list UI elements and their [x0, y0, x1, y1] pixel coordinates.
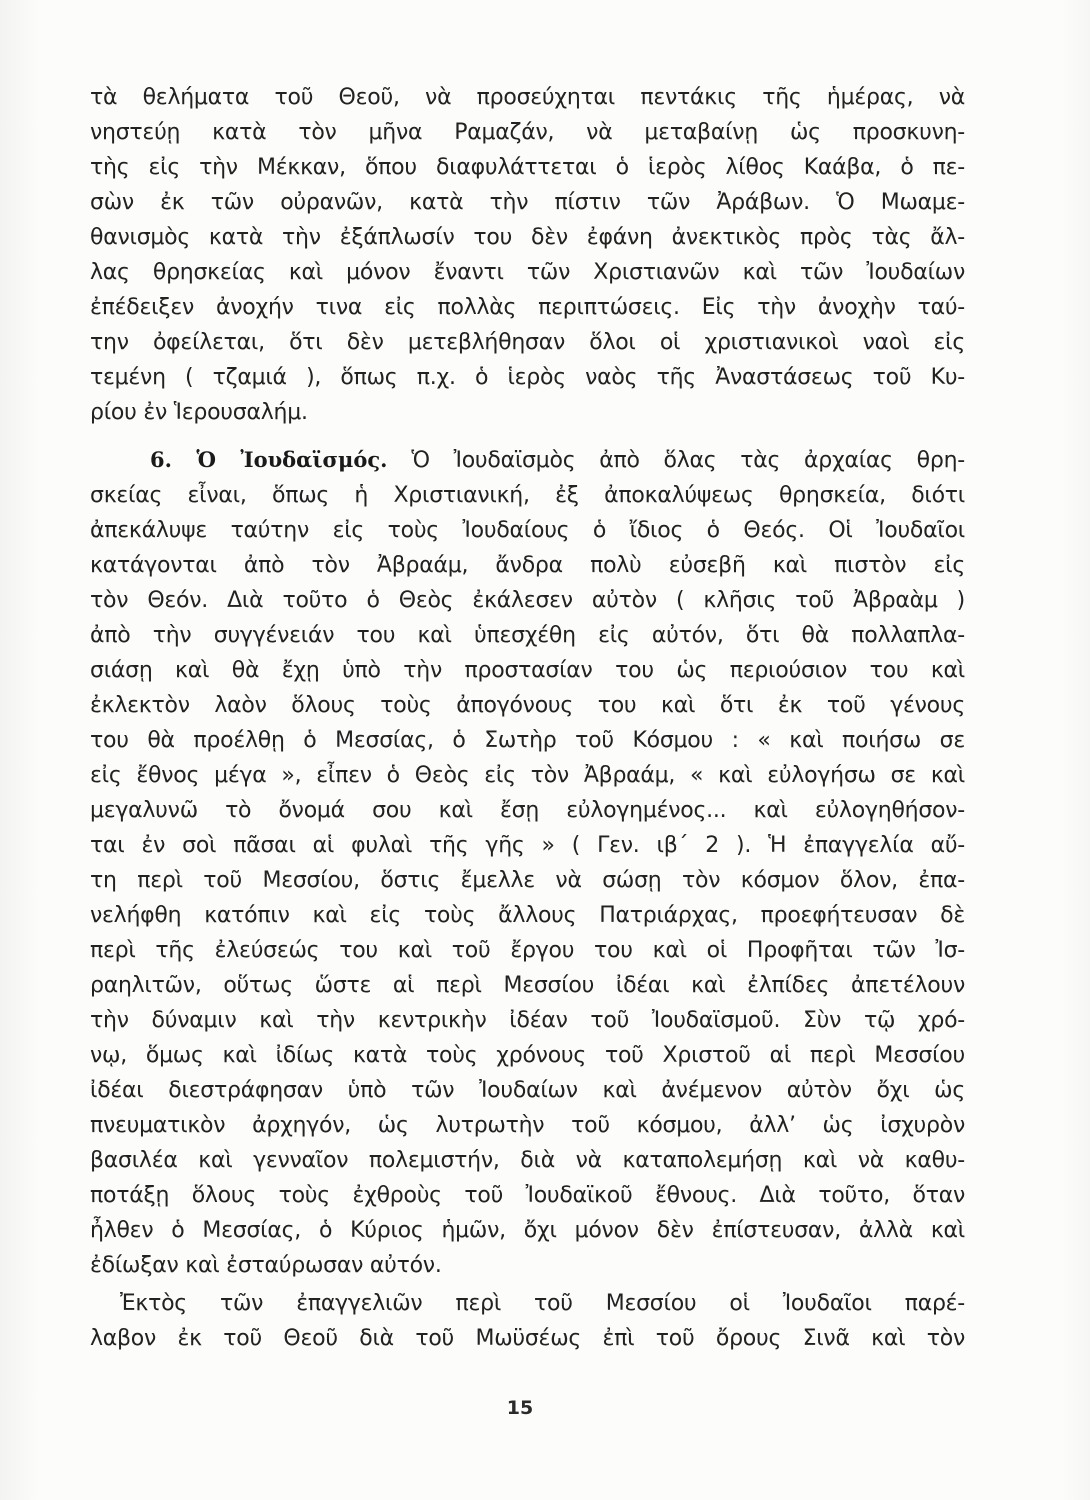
text-line: εἰς ἔθνος μέγα », εἶπεν ὁ Θεὸς εἰς τὸν Ἀβραάμ, « καὶ εὐλογήσω σε καὶ	[90, 763, 965, 788]
text-line: Ἐκτὸς τῶν ἐπαγγελιῶν περὶ τοῦ Μεσσίου οἱ Ἰουδαῖοι παρέ-	[120, 1291, 965, 1316]
text-line: ἐπέδειξεν ἀνοχήν τινα εἰς πολλὰς περιπτώσεις. Εἰς τὴν ἀνοχὴν ταύ-	[90, 295, 965, 320]
text-line: λας θρησκείας καὶ μόνον ἔναντι τῶν Χριστιανῶν καὶ τῶν Ἰουδαίων	[90, 260, 965, 285]
text-line: τη περὶ τοῦ Μεσσίου, ὅστις ἔμελλε νὰ σώσῃ τὸν κόσμον ὅλον, ἐπα-	[90, 868, 965, 893]
text-line: ποτάξῃ ὅλους τοὺς ἐχθροὺς τοῦ Ἰουδαϊκοῦ ἔθνους. Διὰ τοῦτο, ὅταν	[90, 1183, 965, 1208]
text-line: ἰδέαι διεστράφησαν ὑπὸ τῶν Ἰουδαίων καὶ ἀνέμενον αὐτὸν ὄχι ὡς	[90, 1078, 965, 1103]
section-heading: 6. Ὁ Ἰουδαϊσμός.	[150, 447, 388, 472]
text-line: τὰ θελήματα τοῦ Θεοῦ, νὰ προσεύχηται πεντάκις τῆς ἡμέρας, νὰ	[90, 85, 965, 110]
text-line: ἀπεκάλυψε ταύτην εἰς τοὺς Ἰουδαίους ὁ ἴδιος ὁ Θεός. Οἱ Ἰουδαῖοι	[90, 518, 965, 543]
text-line: νελήφθη κατόπιν καὶ εἰς τοὺς ἄλλους Πατριάρχας, προεφήτευσαν δὲ	[90, 903, 965, 928]
text-line: βασιλέα καὶ γενναῖον πολεμιστήν, διὰ νὰ καταπολεμήσῃ καὶ νὰ καθυ-	[90, 1148, 965, 1173]
text-line: ἀπὸ τὴν συγγένειάν του καὶ ὑπεσχέθη εἰς αὐτόν, ὅτι θὰ πολλαπλα-	[90, 623, 965, 648]
text-line-rest: Ὁ Ἰουδαϊσμὸς ἀπὸ ὅλας τὰς ἀρχαίας θρη-	[411, 448, 965, 473]
paragraph-section-6	[90, 442, 965, 1283]
text-line: σκείας εἶναι, ὅπως ἡ Χριστιανική, ἐξ ἀποκαλύψεως θρησκεία, διότι	[90, 483, 965, 508]
text-line: τεμένη ( τζαμιά ), ὅπως π.χ. ὁ ἱερὸς ναὸς τῆς Ἀναστάσεως τοῦ Κυ-	[90, 365, 965, 390]
text-line: τὴν δύναμιν καὶ τὴν κεντρικὴν ἰδέαν τοῦ Ἰουδαϊσμοῦ. Σὺν τῷ χρό-	[90, 1008, 965, 1033]
text-line: του θὰ προέλθῃ ὁ Μεσσίας, ὁ Σωτὴρ τοῦ Κόσμου : « καὶ ποιήσω σε	[90, 728, 965, 753]
text-line: ἐκλεκτὸν λαὸν ὅλους τοὺς ἀπογόνους του καὶ ὅτι ἐκ τοῦ γένους	[90, 693, 965, 718]
text-line: ραηλιτῶν, οὕτως ὥστε αἱ περὶ Μεσσίου ἰδέαι καὶ ἐλπίδες ἀπετέλουν	[90, 973, 965, 998]
text-line: θανισμὸς κατὰ τὴν ἐξάπλωσίν του δὲν ἐφάνη ἀνεκτικὸς πρὸς τὰς ἄλ-	[90, 225, 965, 250]
text-line: τὸν Θεόν. Διὰ τοῦτο ὁ Θεὸς ἐκάλεσεν αὐτὸν ( κλῆσις τοῦ Ἀβραὰμ )	[90, 588, 965, 613]
text-line: μεγαλυνῶ τὸ ὄνομά σου καὶ ἔσῃ εὐλογημένος... καὶ εὐλογηθήσον-	[90, 798, 965, 823]
text-line: νηστεύῃ κατὰ τὸν μῆνα Ραμαζάν, νὰ μεταβαίνῃ ὡς προσκυνη-	[90, 120, 965, 145]
text-line: ἐδίωξαν καὶ ἐσταύρωσαν αὐτόν.	[90, 1253, 442, 1278]
paragraph-next	[90, 1286, 965, 1356]
text-line: κατάγονται ἀπὸ τὸν Ἀβραάμ, ἄνδρα πολὺ εὐσεβῆ καὶ πιστὸν εἰς	[90, 553, 965, 578]
page-number: 15	[506, 1397, 534, 1419]
text-line-with-heading	[90, 442, 965, 478]
text-line: λαβον ἐκ τοῦ Θεοῦ διὰ τοῦ Μωϋσέως ἐπὶ τοῦ ὄρους Σινᾶ καὶ τὸν	[90, 1326, 965, 1351]
text-line: νῳ, ὅμως καὶ ἰδίως κατὰ τοὺς χρόνους τοῦ Χριστοῦ αἱ περὶ Μεσσίου	[90, 1043, 965, 1068]
paragraph-continuation	[90, 80, 965, 430]
text-line: την ὀφείλεται, ὅτι δὲν μετεβλήθησαν ὅλοι οἱ χριστιανικοὶ ναοὶ εἰς	[90, 330, 965, 355]
text-line: ται ἐν σοὶ πᾶσαι αἱ φυλαὶ τῆς γῆς » ( Γεν. ιβ΄ 2 ). Ἡ ἐπαγγελία αὔ-	[90, 833, 965, 858]
text-body	[90, 80, 965, 1356]
text-line: περὶ τῆς ἐλεύσεώς του καὶ τοῦ ἔργου του καὶ οἱ Προφῆται τῶν Ἰσ-	[90, 938, 965, 963]
text-line: σὼν ἐκ τῶν οὐρανῶν, κατὰ τὴν πίστιν τῶν Ἀράβων. Ὁ Μωαμε-	[90, 190, 965, 215]
text-line: σιάσῃ καὶ θὰ ἔχῃ ὑπὸ τὴν προστασίαν του ὡς περιούσιον του καὶ	[90, 658, 965, 683]
text-line: ρίου ἐν Ἱερουσαλήμ.	[90, 400, 308, 425]
text-line: ἦλθεν ὁ Μεσσίας, ὁ Κύριος ἡμῶν, ὄχι μόνον δὲν ἐπίστευσαν, ἀλλὰ καὶ	[90, 1218, 965, 1243]
text-line: τὴς εἰς τὴν Μέκκαν, ὅπου διαφυλάττεται ὁ ἱερὸς λίθος Καάβα, ὁ πε-	[90, 155, 965, 180]
text-line: πνευματικὸν ἀρχηγόν, ὡς λυτρωτὴν τοῦ κόσμου, ἀλλ’ ὡς ἰσχυρὸν	[90, 1113, 965, 1138]
